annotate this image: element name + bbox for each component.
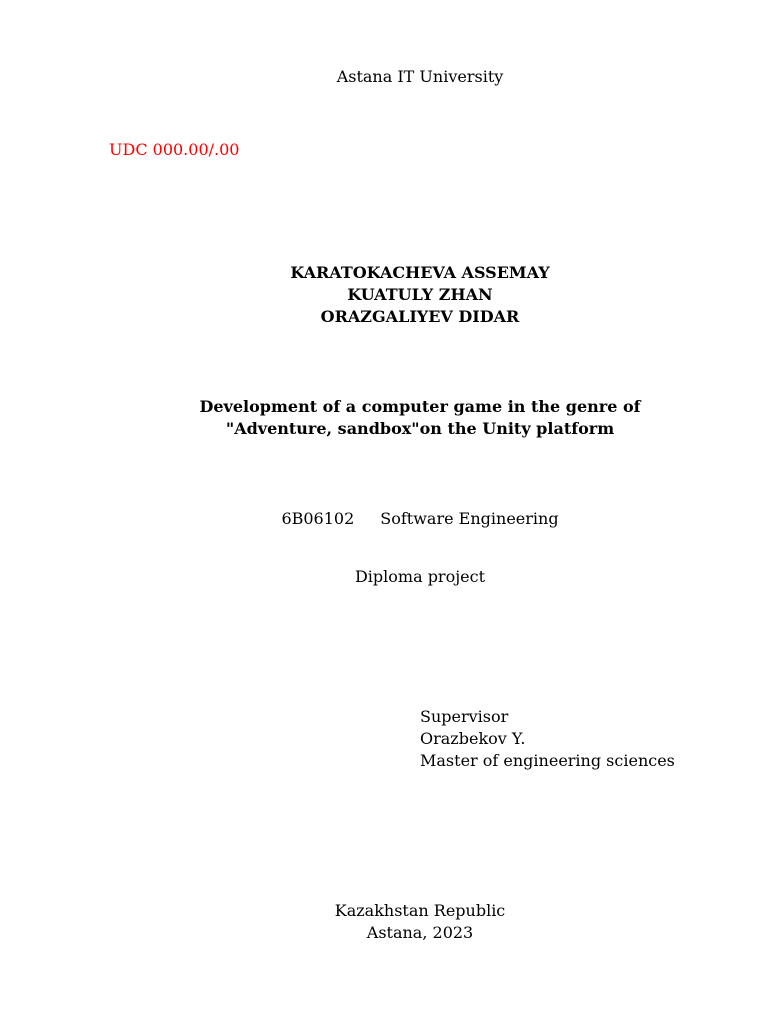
author-2: KUATULY ZHAN xyxy=(347,285,493,304)
supervisor-name: Orazbekov Y. xyxy=(420,729,526,748)
specialty-line xyxy=(0,508,768,530)
city-year: Astana, 2023 xyxy=(366,923,474,942)
thesis-title-line-1: Development of a computer game in the genre of xyxy=(199,397,641,416)
udc-code: UDC 000.00/.00 xyxy=(109,140,240,159)
author-1: KARATOKACHEVA ASSEMAY xyxy=(290,263,550,282)
supervisor-block xyxy=(420,706,675,772)
country: Kazakhstan Republic xyxy=(334,901,506,920)
supervisor-label: Supervisor xyxy=(420,707,509,726)
specialty-name: Software Engineering xyxy=(380,509,559,528)
specialty-code: 6B06102 xyxy=(281,509,355,528)
author-3: ORAZGALIYEV DIDAR xyxy=(320,307,520,326)
work-type: Diploma project xyxy=(354,567,486,586)
university-name: Astana IT University xyxy=(336,67,504,86)
supervisor-degree: Master of engineering sciences xyxy=(420,751,675,770)
thesis-title-line-2: "Adventure, sandbox"on the Unity platform xyxy=(225,419,615,438)
